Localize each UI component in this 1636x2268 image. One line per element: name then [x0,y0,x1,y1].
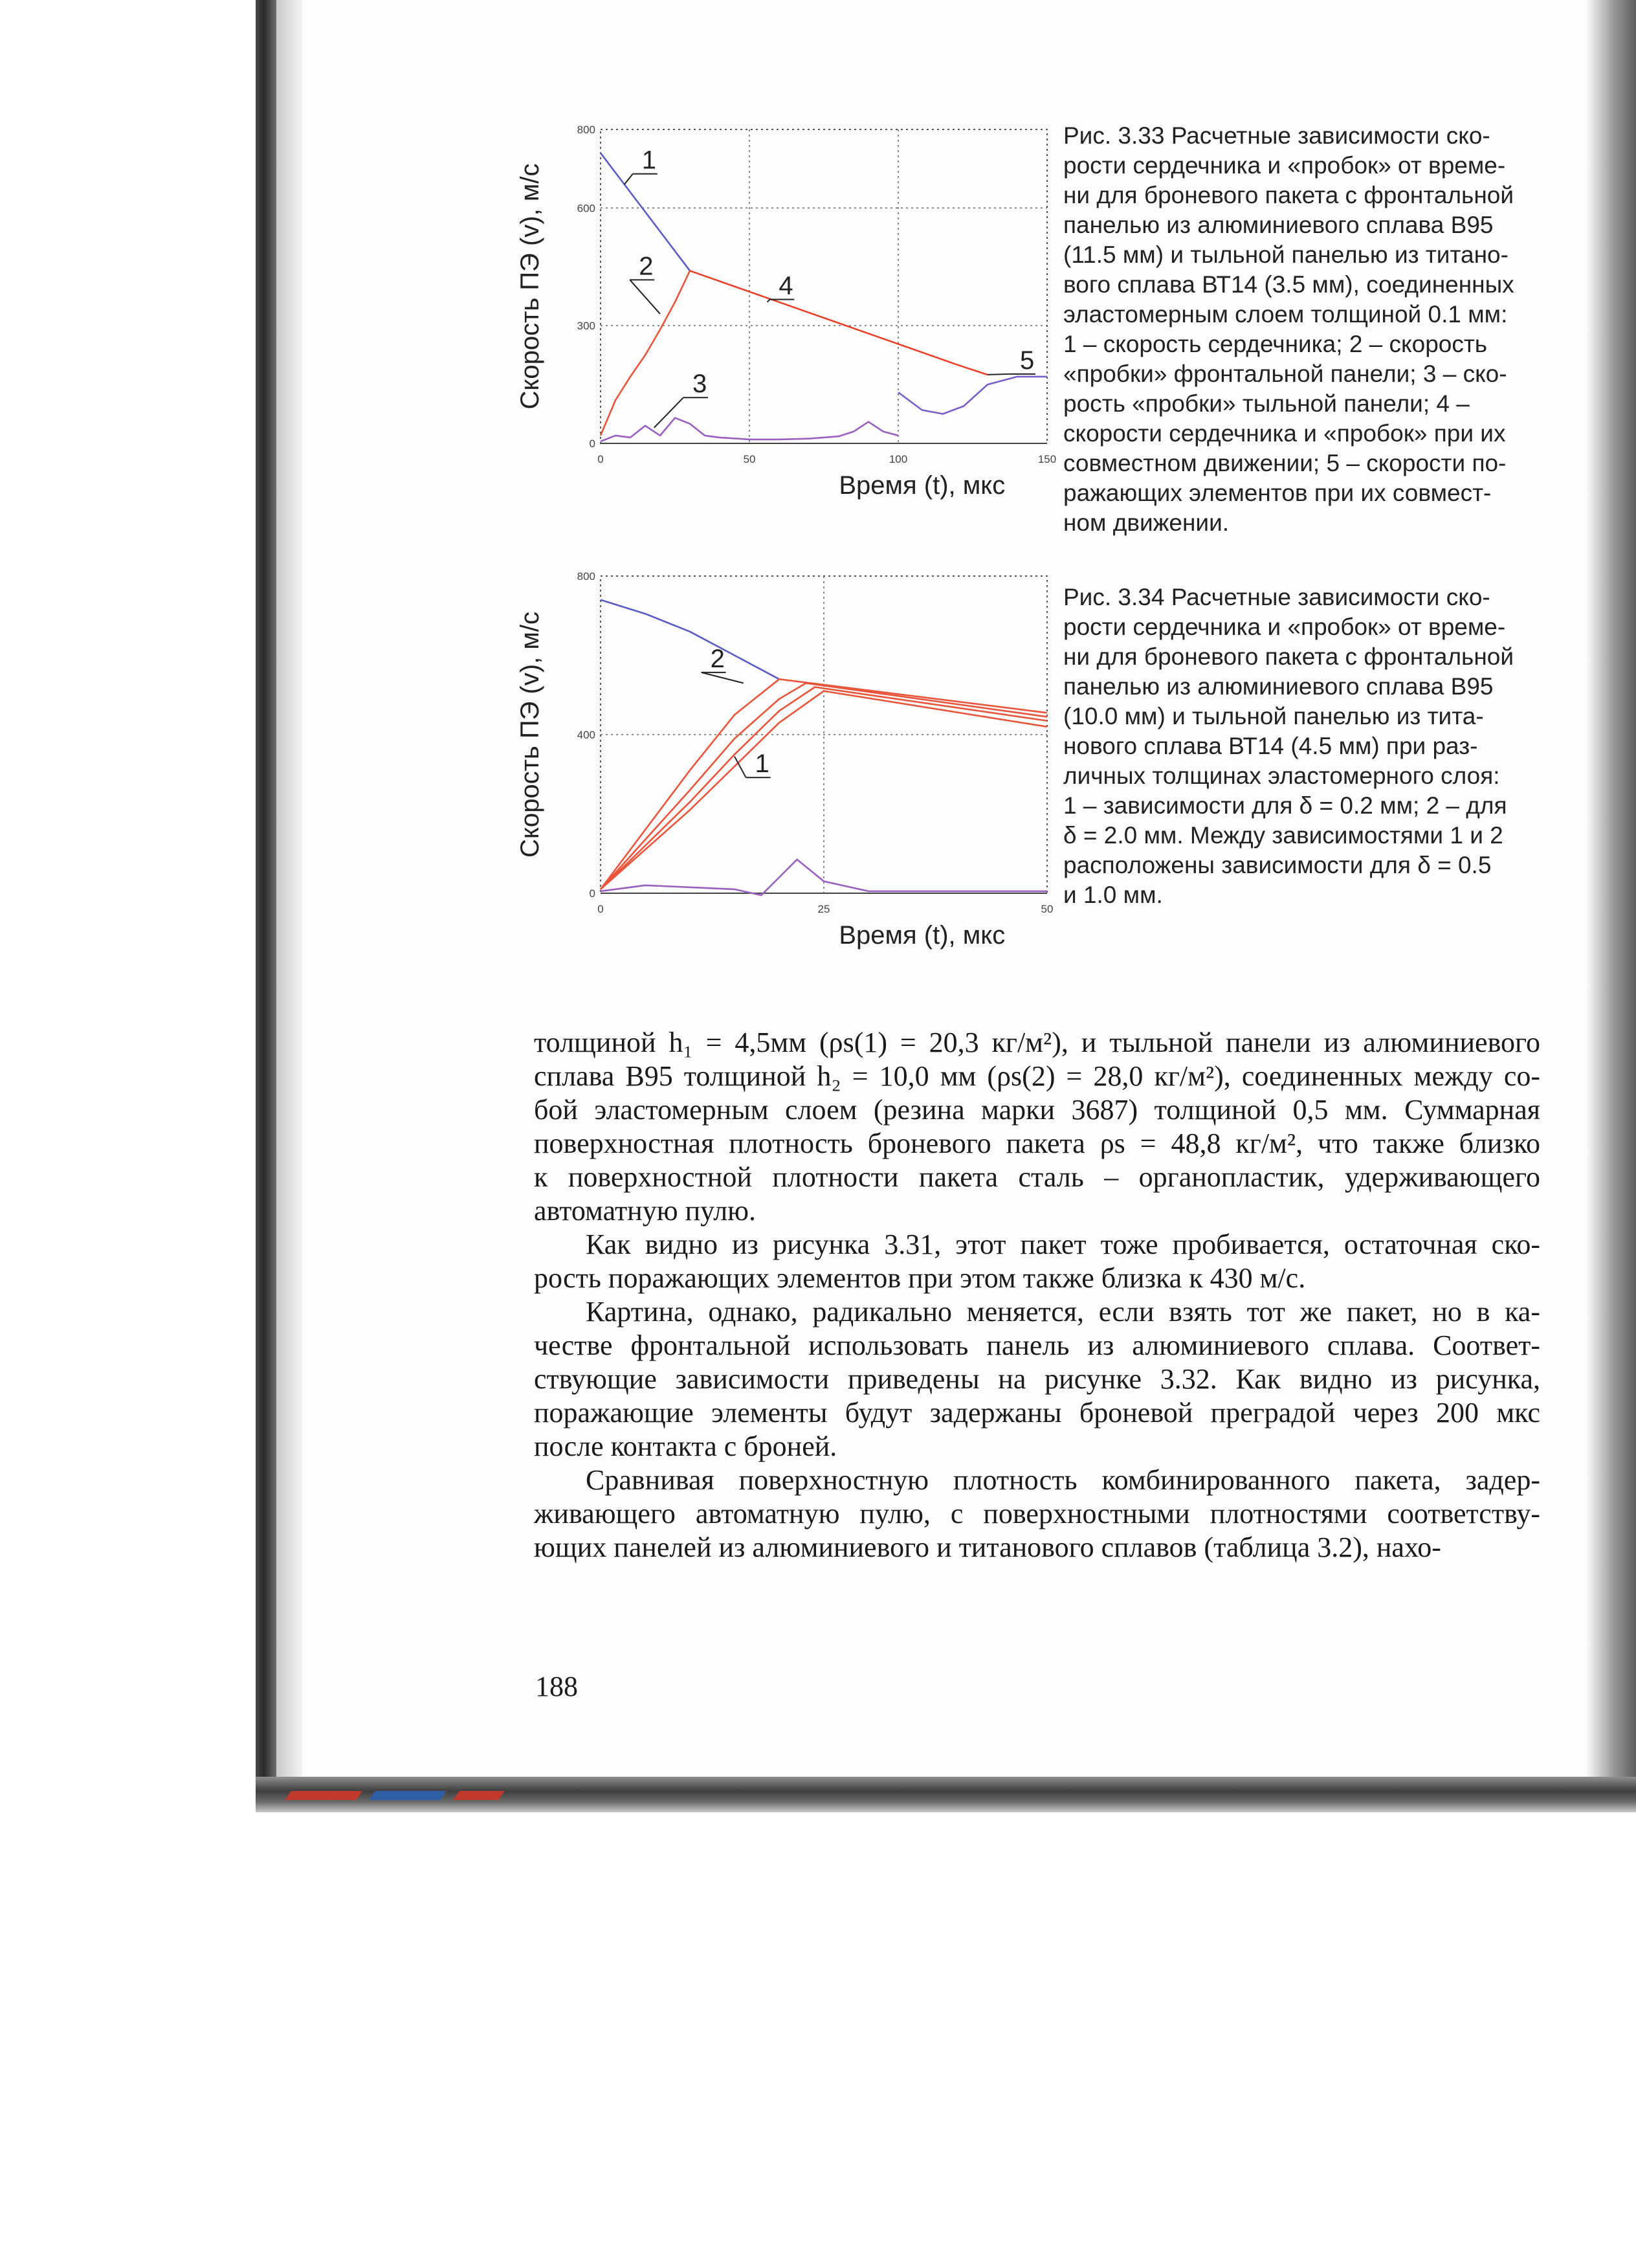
curve-label: 4 [779,271,793,300]
book-right-edge [1586,0,1636,1812]
caption-line: рости сердечника и «пробок» от време- [1063,152,1506,179]
x-axis-label: Время (t), мкс [839,471,1006,500]
body-line: ющих панелей из алюминиевого и титанового сплавов (таблица 3.2), нахо- [534,1531,1441,1563]
y-tick-label: 400 [577,729,595,741]
y-tick-label: 300 [577,320,595,333]
series-line [601,600,779,680]
cover-stripe-red-2 [453,1791,505,1800]
body-line: Как видно из рисунка 3.31, этот пакет тоже пробивается, остаточная ско- [586,1228,1540,1260]
callout-leader [630,280,660,314]
caption-line: δ = 2.0 мм. Между зависимостями 1 и 2 [1063,822,1503,849]
figure-3-33-chart [505,107,1061,560]
body-line: к поверхностной плотности пакета сталь – органопластик, удерживающего [534,1161,1540,1193]
scan-margin-left [0,0,272,1812]
page-number: 188 [535,1671,578,1702]
curve-label: 2 [710,644,725,673]
caption-line: и 1.0 мм. [1063,882,1163,908]
caption-line: (10.0 мм) и тыльной панелью из тита- [1063,703,1484,729]
x-tick-label: 50 [743,453,756,465]
callout-leader [735,757,746,778]
callout-leader [768,300,770,302]
body-line: Сравнивая поверхностную плотность комбинированного пакета, задер- [586,1464,1540,1496]
body-line: поверхностная плотность броневого пакета ρs = 48,8 кг/м², что также близко [534,1128,1540,1159]
plot-frame [601,129,1047,443]
body-line: живающего автоматную пулю, с поверхностными плотностями соответству- [534,1498,1540,1529]
series-line [601,683,1047,889]
body-line: честве фронтальной использовать панель из алюминиевого сплава. Соответ- [534,1329,1540,1361]
caption-line: панелью из алюминиевого сплава В95 [1063,673,1494,700]
caption-line: вого сплава ВТ14 (3.5 мм), соединенных [1063,271,1514,298]
x-tick-label: 25 [817,903,830,915]
body-line: автоматную пулю. [534,1195,757,1227]
caption-line: расположены зависимости для δ = 0.5 [1063,852,1492,878]
body-line: толщиной h₁ = 4,5мм (ρs(1) = 20,3 кг/м²), и тыльной панели из алюминиевого [534,1027,1540,1058]
body-line: поражающие элементы будут задержаны броневой преградой через 200 мкс [534,1397,1540,1429]
cover-stripe-blue [369,1791,447,1800]
series-line [601,418,898,441]
caption-line: ни для броневого пакета с фронтальной [1063,643,1514,670]
body-line: после контакта с броней. [534,1430,837,1462]
y-tick-label: 600 [577,202,595,215]
callout-leader [702,673,744,684]
body-text [534,1026,1540,1564]
x-tick-label: 0 [597,453,604,465]
body-line: ствующие зависимости приведены на рисунке 3.32. Как видно из рисунка, [534,1363,1540,1395]
body-line: рость поражающих элементов при этом также близка к 430 м/с. [534,1262,1306,1294]
book-gutter-shadow [256,0,276,1812]
x-tick-label: 100 [889,453,908,465]
caption-line: личных толщинах эластомерного слоя: [1063,762,1500,789]
caption-line: ражающих элементов при их совмест- [1063,480,1492,506]
x-tick-label: 50 [1041,903,1054,915]
caption-line: скорости сердечника и «пробок» при их [1063,420,1506,447]
caption-line: 1 – зависимости для δ = 0.2 мм; 2 – для [1063,792,1507,819]
body-line: бой эластомерным слоем (резина марки 3687) толщиной 0,5 мм. Суммарная [534,1094,1540,1126]
cover-stripe-red [285,1791,362,1800]
caption-line: 1 – скорость сердечника; 2 – скорость [1063,331,1488,357]
x-tick-label: 150 [1037,453,1057,465]
book-gutter-fade [276,0,302,1799]
y-tick-label: 0 [589,887,595,900]
x-tick-label: 0 [597,903,604,915]
caption-line: рости сердечника и «пробок» от време- [1063,614,1506,640]
caption-line: эластомерным слоем толщиной 0.1 мм: [1063,301,1508,328]
callout-leader [988,374,1011,375]
caption-line: совместном движении; 5 – скорости по- [1063,450,1507,476]
curve-label: 1 [755,750,769,779]
figure-3-34-chart [505,557,1061,1003]
y-tick-label: 0 [589,438,595,450]
caption-line: «пробки» фронтальной панели; 3 – ско- [1063,361,1507,387]
y-axis-label: Скорость ПЭ (v), м/с [516,612,544,858]
curve-label: 2 [639,252,654,281]
y-tick-label: 800 [577,124,595,136]
caption-line: (11.5 мм) и тыльной панелью из титано- [1063,241,1509,268]
series-line [690,271,988,375]
callout-leader [625,174,633,184]
figure-3-34-caption [1063,583,1529,910]
y-tick-label: 800 [577,570,595,583]
caption-line: рость «пробки» тыльной панели; 4 – [1063,390,1470,417]
curve-label: 1 [641,146,657,175]
book-bottom-edge [256,1777,1636,1812]
caption-line: панелью из алюминиевого сплава В95 [1063,212,1494,238]
callout-leader [654,397,683,428]
figure-3-33-caption [1063,121,1529,538]
series-line [601,271,690,436]
y-axis-label: Скорость ПЭ (v), м/с [516,163,544,410]
body-line: сплава В95 толщиной h₂ = 10,0 мм (ρs(2) = 28,0 кг/м²), соединенных между со- [534,1060,1540,1092]
caption-line: нового сплава ВТ14 (4.5 мм) при раз- [1063,733,1478,759]
caption-line: Рис. 3.33 Расчетные зависимости ско- [1063,122,1490,149]
caption-line: ни для броневого пакета с фронтальной [1063,182,1514,208]
caption-line: ном движении. [1063,509,1230,536]
caption-line: Рис. 3.34 Расчетные зависимости ско- [1063,584,1490,610]
body-line: Картина, однако, радикально меняется, если взять тот же пакет, но в ка- [586,1296,1540,1328]
curve-label: 5 [1020,346,1035,375]
x-axis-label: Время (t), мкс [839,921,1006,950]
series-line [898,377,1047,414]
curve-label: 3 [692,370,707,399]
